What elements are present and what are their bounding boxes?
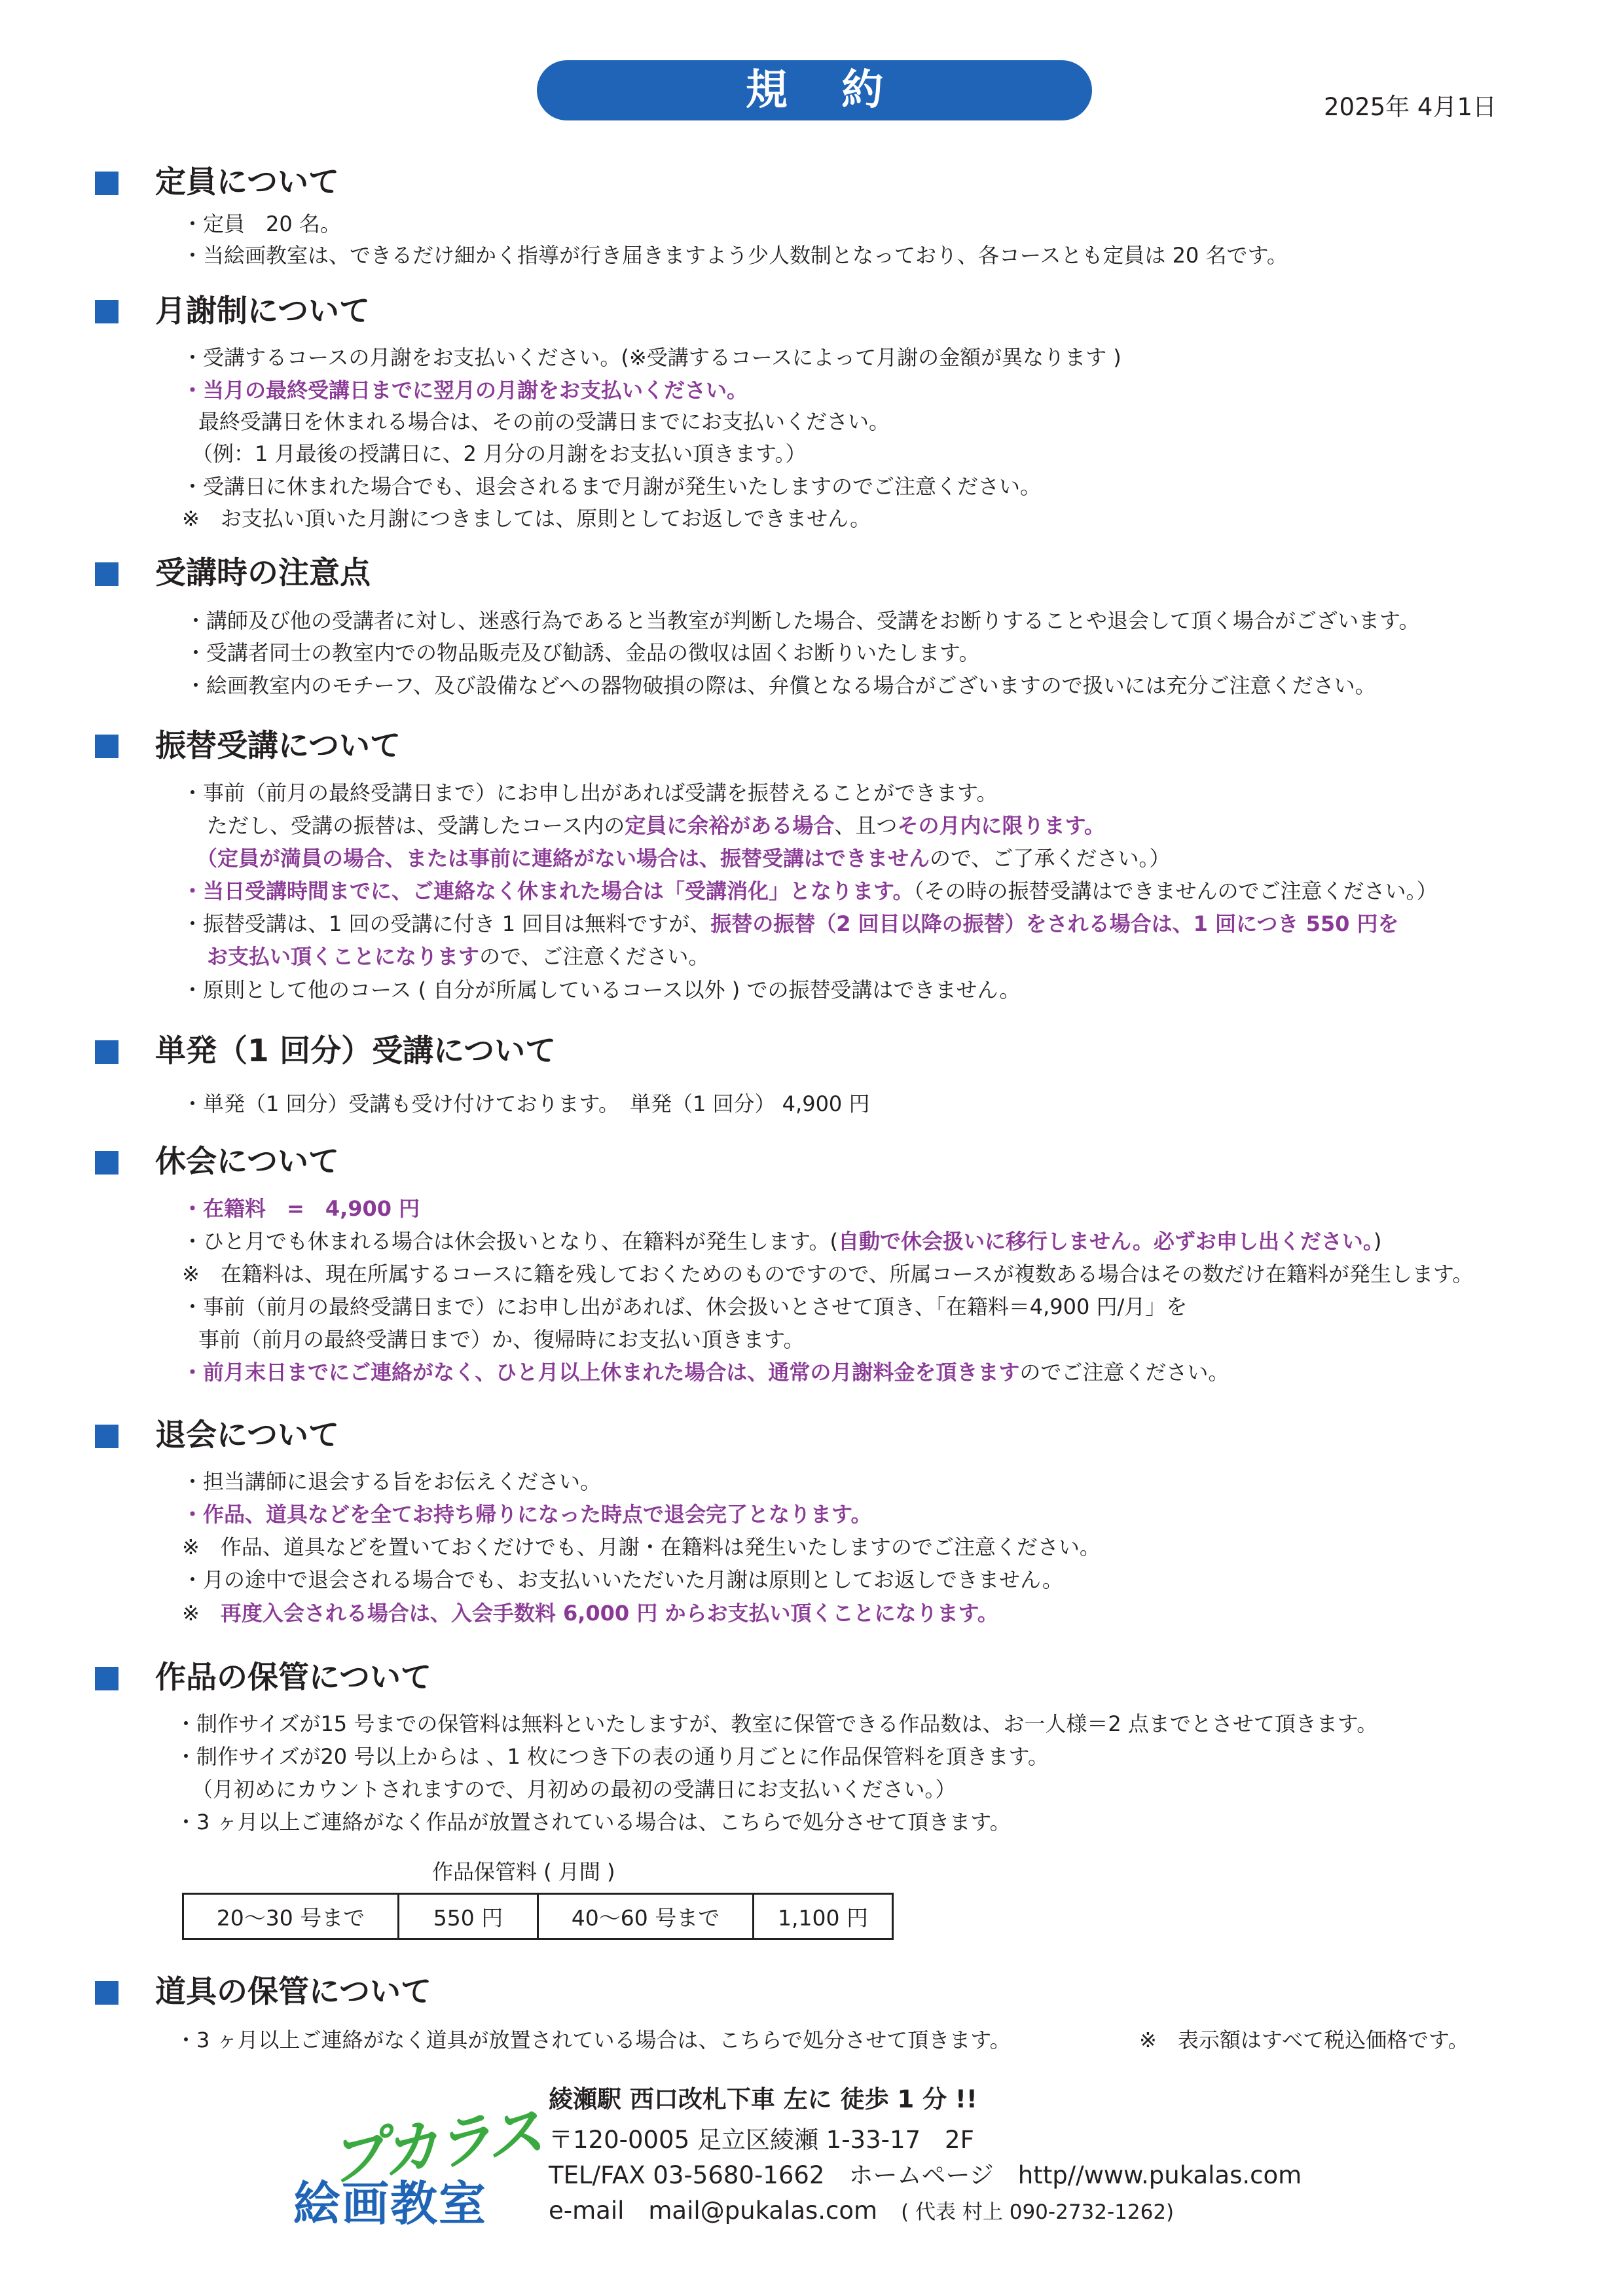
logo-text: 絵画教室 bbox=[293, 2176, 488, 2231]
access-info: 綾瀬駅 西口改札下車 左に 徒歩 1 分 !! bbox=[549, 2085, 977, 2113]
section-marker bbox=[95, 1667, 119, 1690]
leave-line: 事前（前月の最終受講日まで）か、復帰時にお支払い頂きます。 bbox=[198, 1327, 805, 1352]
storage-line: ・3 ヶ月以上ご連絡がなく作品が放置されている場合は、こちらで処分させて頂きます。 bbox=[175, 1810, 1011, 1834]
storage-line: ・制作サイズが20 号以上からは 、1 枚につき下の表の通り月ごとに作品保管料を頂きます。 bbox=[175, 1744, 1049, 1769]
contact-tel-web[interactable]: TEL/FAX 03-5680-1662 ホームページ http//www.pukalas.com bbox=[549, 2161, 1302, 2189]
transfer-line: お支払い頂くことになりますので、ご注意ください。 bbox=[207, 944, 710, 969]
table-cell: 40〜60 号まで bbox=[538, 1894, 754, 1939]
logo-mark: プカラス bbox=[324, 2097, 544, 2195]
section-title-transfer: 振替受講について bbox=[155, 728, 401, 764]
withdrawal-line-highlight: ・作品、道具などを全てお持ち帰りになった時点で退会完了となります。 bbox=[182, 1502, 872, 1527]
leave-line: ・事前（前月の最終受講日まで）にお申し出があれば、休会扱いとさせて頂き、「在籍料＝4,900 円/月」を bbox=[182, 1294, 1188, 1319]
storage-line: ・制作サイズが15 号までの保管料は無料といたしますが、教室に保管できる作品数は、お一人様＝2 点までとさせて頂きます。 bbox=[175, 1711, 1378, 1736]
section-title-withdrawal: 退会について bbox=[155, 1417, 340, 1453]
notes-line: ・受講者同士の教室内での物品販売及び勧誘、金品の徴収は固くお断りいたします。 bbox=[185, 640, 980, 665]
section-marker bbox=[95, 562, 119, 586]
table-cell: 20〜30 号まで bbox=[183, 1894, 399, 1939]
storage-table-caption: 作品保管料 ( 月間 ) bbox=[432, 1859, 615, 1884]
section-marker bbox=[95, 1151, 119, 1175]
tool-storage-line: ・3 ヶ月以上ご連絡がなく道具が放置されている場合は、こちらで処分させて頂きます。 bbox=[175, 2028, 1011, 2052]
fee-line: ※ お支払い頂いた月謝につきましては、原則としてお返しできません。 bbox=[182, 506, 871, 531]
withdrawal-line: ・月の途中で退会される場合でも、お支払いいただいた月謝は原則としてお返しできません。 bbox=[182, 1567, 1063, 1592]
transfer-line: ・当日受講時間までに、ご連絡なく休まれた場合は「受講消化」となります。（その時の振替受講はできませんのでご注意ください。） bbox=[182, 879, 1438, 903]
effective-date: 2025年 4月1日 bbox=[1324, 93, 1497, 121]
transfer-line: （定員が満員の場合、または事前に連絡がない場合は、振替受講はできませんので、ご了承ください。） bbox=[196, 846, 1171, 871]
fee-line: 最終受講日を休まれる場合は、その前の受講日までにお支払いください。 bbox=[198, 409, 890, 434]
notes-line: ・講師及び他の受講者に対し、迷惑行為であると当教室が判断した場合、受講をお断りすることや退会して頂く場合がございます。 bbox=[185, 608, 1420, 633]
transfer-line: ・振替受講は、1 回の受講に付き 1 回目は無料ですが、振替の振替（2 回目以降の振替）をされる場合は、1 回につき 550 円を bbox=[182, 911, 1399, 936]
capacity-line: ・定員 20 名。 bbox=[182, 211, 341, 236]
page-title: 規 約 bbox=[537, 60, 1092, 120]
transfer-line: ただし、受講の振替は、受講したコース内の定員に余裕がある場合、且つその月内に限ります。 bbox=[207, 813, 1105, 838]
section-title-notes: 受講時の注意点 bbox=[155, 555, 371, 591]
leave-line: ・前月末日までにご連絡がなく、ひと月以上休まれた場合は、通常の月謝料金を頂きますのでご注意ください。 bbox=[182, 1360, 1230, 1385]
table-cell: 550 円 bbox=[399, 1894, 538, 1939]
section-title-tool-storage: 道具の保管について bbox=[155, 1974, 432, 2010]
section-title-capacity: 定員について bbox=[155, 164, 340, 200]
single-line: ・単発（1 回分）受講も受け付けております。 単発（1 回分） 4,900 円 bbox=[182, 1091, 870, 1116]
transfer-line: ・事前（前月の最終受講日まで）にお申し出があれば受講を振替えることができます。 bbox=[182, 780, 998, 805]
contact-email[interactable]: e-mail mail@pukalas.com ( 代表 村上 090-2732-1262) bbox=[549, 2196, 1175, 2225]
section-title-monthly-fee: 月謝制について bbox=[155, 293, 371, 329]
transfer-line: ・原則として他のコース ( 自分が所属しているコース以外 ) での振替受講はできません。 bbox=[182, 977, 1021, 1002]
withdrawal-line: ※ 作品、道具などを置いておくだけでも、月謝・在籍料は発生いたしますのでご注意ください。 bbox=[182, 1535, 1101, 1559]
section-title-leave: 休会について bbox=[155, 1144, 340, 1180]
section-title-artwork-storage: 作品の保管について bbox=[155, 1660, 432, 1696]
fee-line: （例：1 月最後の授講日に、2 月分の月謝をお支払い頂きます。） bbox=[192, 441, 807, 466]
leave-line: ・ひと月でも休まれる場合は休会扱いとなり、在籍料が発生します。(自動で休会扱いに移行しません。必ずお申し出ください。) bbox=[182, 1229, 1382, 1254]
table-row bbox=[183, 1894, 893, 1939]
section-marker bbox=[95, 300, 119, 323]
section-marker bbox=[95, 1040, 119, 1064]
section-marker bbox=[95, 1425, 119, 1448]
withdrawal-line: ・担当講師に退会する旨をお伝えください。 bbox=[182, 1469, 602, 1494]
storage-fee-table bbox=[182, 1893, 894, 1940]
notes-line: ・絵画教室内のモチーフ、及び設備などへの器物破損の際は、弁償となる場合がございますので扱いには充分ご注意ください。 bbox=[185, 673, 1376, 698]
section-marker bbox=[95, 1981, 119, 2005]
section-marker bbox=[95, 172, 119, 195]
withdrawal-line: ※ 再度入会される場合は、入会手数料 6,000 円 からお支払い頂くことになります。 bbox=[182, 1601, 998, 1626]
leave-line: ※ 在籍料は、現在所属するコースに籍を残しておくためのものですので、所属コースが複数ある場合はその数だけ在籍料が発生します。 bbox=[182, 1262, 1474, 1286]
section-title-single: 単発（1 回分）受講について bbox=[155, 1033, 556, 1069]
table-cell: 1,100 円 bbox=[754, 1894, 893, 1939]
capacity-line: ・当絵画教室は、できるだけ細かく指導が行き届きますよう少人数制となっており、各コースとも定員は 20 名です。 bbox=[182, 243, 1288, 268]
leave-fee: ・在籍料 = 4,900 円 bbox=[182, 1196, 420, 1221]
storage-line: （月初めにカウントされますので、月初めの最初の受講日にお支払いください。） bbox=[192, 1777, 957, 1802]
fee-line: ・受講日に休まれた場合でも、退会されるまで月謝が発生いたしますのでご注意ください。 bbox=[182, 474, 1042, 499]
address: 〒120-0005 足立区綾瀬 1-33-17 2F bbox=[549, 2126, 974, 2154]
tax-note: ※ 表示額はすべて税込価格です。 bbox=[1139, 2028, 1469, 2052]
section-marker bbox=[95, 735, 119, 758]
fee-line: ・受講するコースの月謝をお支払いください。(※受講するコースによって月謝の金額が異なります ) bbox=[182, 345, 1122, 370]
fee-line-highlight: ・当月の最終受講日までに翌月の月謝をお支払いください。 bbox=[182, 378, 748, 403]
